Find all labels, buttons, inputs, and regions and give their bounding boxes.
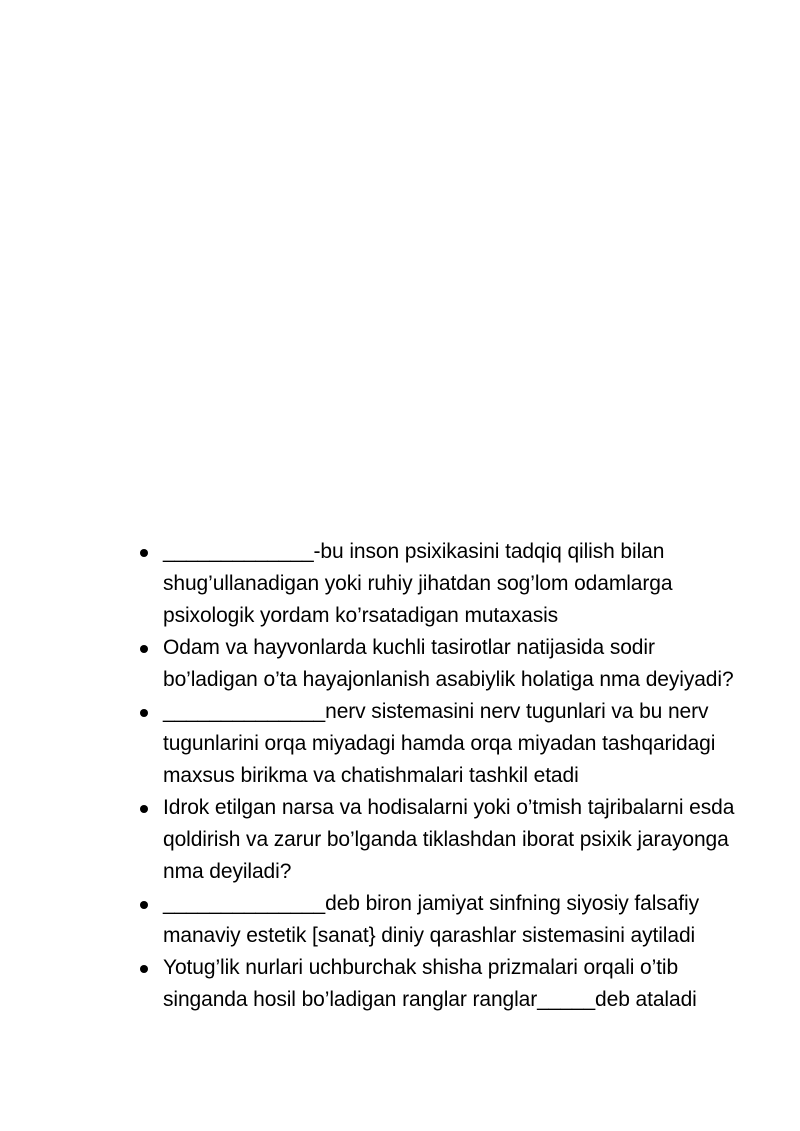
list-item bbox=[134, 632, 744, 696]
bullet-icon bbox=[140, 805, 148, 813]
list-item bbox=[134, 536, 744, 632]
bullet-icon bbox=[140, 901, 148, 909]
list-item bbox=[134, 952, 744, 1016]
list-item bbox=[134, 792, 744, 888]
question-text: ______________deb biron jamiyat sinfning siyosiy falsafiy manaviy estetik [sanat} diniy qarashlar sistemasini aytiladi bbox=[163, 892, 699, 947]
question-text: Idrok etilgan narsa va hodisalarni yoki o’tmish tajribalarni esda qoldirish va zarur bo’lganda tiklashdan iborat psixik jarayonga nma deyiladi? bbox=[163, 796, 735, 883]
question-text: Odam va hayvonlarda kuchli tasirotlar natijasida sodir bo’ladigan o’ta hayajonlanish asabiylik holatiga nma deyiyadi? bbox=[163, 636, 734, 691]
bullet-icon bbox=[140, 549, 148, 557]
bullet-icon bbox=[140, 645, 148, 653]
list-item bbox=[134, 696, 744, 792]
question-text: Yotug’lik nurlari uchburchak shisha prizmalari orqali o’tib singanda hosil bo’ladigan ranglar ranglar_____deb ataladi bbox=[163, 956, 697, 1011]
bullet-icon bbox=[140, 965, 148, 973]
question-text: _____________-bu inson psixikasini tadqiq qilish bilan shug’ullanadigan yoki ruhiy jihatdan sog’lom odamlarga psixologik yordam ko’rsatadigan mutaxasis bbox=[163, 540, 673, 627]
bullet-icon bbox=[140, 709, 148, 717]
question-text: ______________nerv sistemasini nerv tugunlari va bu nerv tugunlarini orqa miyadagi hamda orqa miyadan tashqaridagi maxsus birikma va chatishmalari tashkil etadi bbox=[163, 700, 716, 787]
list-item bbox=[134, 888, 744, 952]
question-list bbox=[134, 536, 744, 1016]
